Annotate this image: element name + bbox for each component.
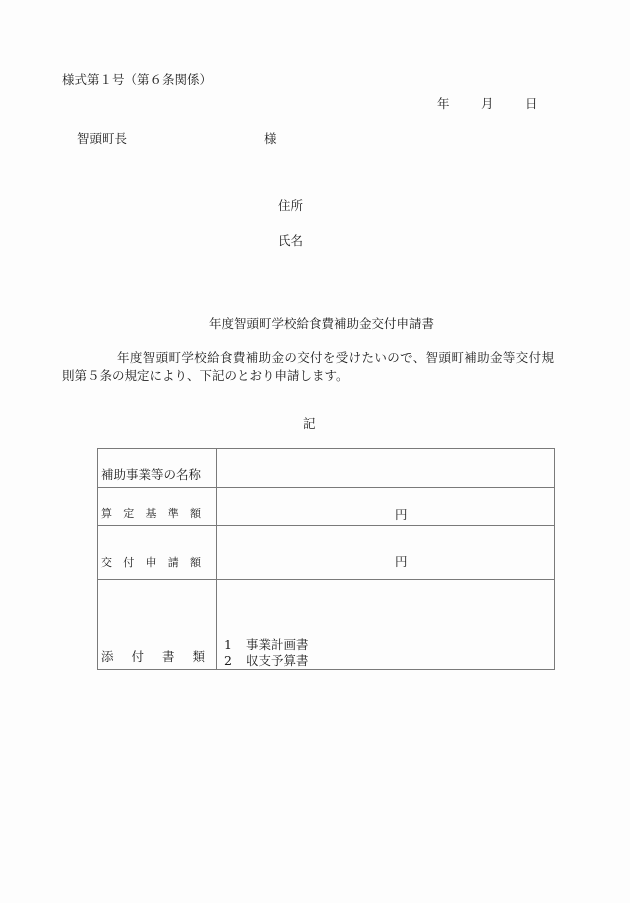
row-label-requested-amount: [98, 526, 217, 580]
attachments-cell: [217, 580, 555, 670]
honorific: 様: [264, 131, 277, 146]
address-label: 住所: [278, 198, 304, 213]
attachment-list: [217, 619, 554, 669]
list-item: [224, 637, 554, 653]
ki-heading: 記: [303, 416, 316, 431]
label-char: 付: [123, 556, 135, 569]
label-char: 交: [101, 556, 112, 569]
label-char: 額: [190, 556, 201, 569]
label-char: 申: [145, 556, 157, 569]
label-char: 請: [167, 556, 179, 569]
label-char: 添: [101, 649, 114, 664]
label-char: 定: [123, 507, 135, 520]
project-name-field[interactable]: [217, 449, 555, 488]
label-char: 準: [167, 507, 179, 520]
item-number: 2: [224, 653, 232, 668]
calculation-base-field[interactable]: [217, 488, 555, 526]
requested-amount-field[interactable]: [217, 526, 555, 580]
item-text: 事業計画書: [246, 637, 309, 652]
yen-unit: 円: [395, 554, 408, 569]
label-char: 類: [192, 649, 205, 664]
row-label-calculation-base: [98, 488, 217, 526]
table-row: [98, 526, 555, 580]
row-label-project-name: 補助事業等の名称: [98, 449, 217, 488]
addressee: 智頭町長: [77, 131, 128, 146]
label-char: 書: [161, 649, 175, 664]
label-char: 付: [131, 649, 144, 664]
application-table: [97, 448, 555, 670]
table-row: [98, 449, 555, 488]
label-char: 基: [145, 507, 157, 520]
item-text: 収支予算書: [246, 653, 309, 668]
list-item: [224, 653, 554, 669]
body-paragraph: 年度智頭町学校給食費補助金の交付を受けたいので、智頭町補助金等交付規則第５条の規定により、下記のとおり申請します。: [62, 350, 554, 383]
date-month-label: 月: [481, 96, 494, 111]
date-day-label: 日: [525, 96, 538, 111]
document-title: 年度智頭町学校給食費補助金交付申請書: [209, 316, 435, 331]
row-label-attachments: [98, 580, 217, 670]
label-char: 額: [190, 507, 201, 520]
item-number: 1: [224, 637, 232, 652]
yen-unit: 円: [395, 507, 408, 522]
table-row: [98, 488, 555, 526]
label-char: 算: [101, 507, 112, 520]
table-row: [98, 580, 555, 670]
name-label: 氏名: [278, 233, 304, 248]
form-number: 様式第１号（第６条関係）: [62, 72, 213, 87]
date-year-label: 年: [437, 96, 450, 111]
